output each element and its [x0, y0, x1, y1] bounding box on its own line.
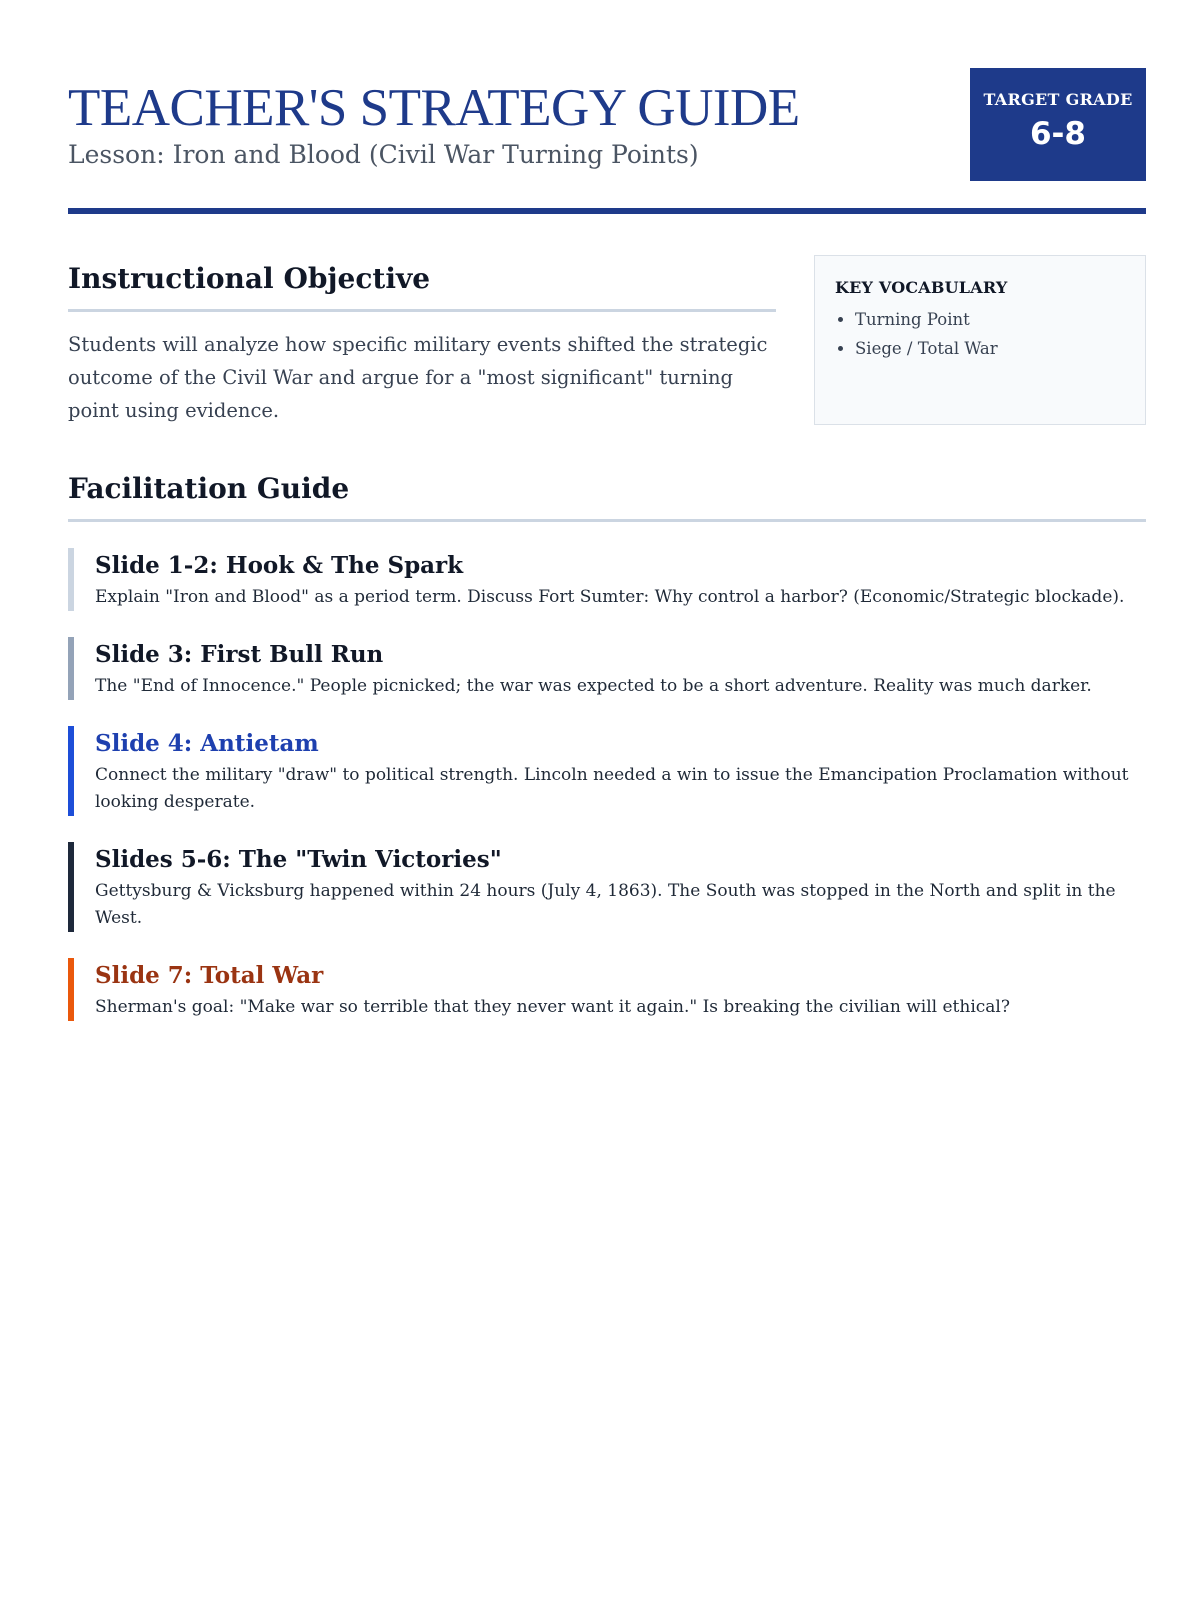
slide-item [68, 548, 1146, 611]
objective-section [68, 257, 776, 427]
slide-description: Gettysburg & Vicksburg happened within 24 hours (July 4, 1863). The South was stopped in the North and split in the West. [95, 881, 1116, 928]
slide-accent-bar [68, 726, 74, 816]
slide-accent-bar [68, 842, 74, 932]
objective-text: Students will analyze how specific military events shifted the strategic outcome of the Civil War and argue for a "most significant" turning point using evidence. [68, 333, 768, 422]
header-divider [68, 208, 1146, 214]
slide-accent-bar [68, 637, 74, 700]
facilitation-heading: Facilitation Guide [68, 467, 1146, 522]
vocabulary-item: • Turning Point [855, 305, 1125, 334]
facilitation-section [68, 467, 1146, 1047]
slide-list [68, 548, 1146, 1021]
target-grade-badge [970, 68, 1146, 181]
slide-title: Slides 5-6: The "Twin Victories" [95, 846, 502, 873]
slide-accent-bar [68, 958, 74, 1021]
vocabulary-item: • Siege / Total War [855, 334, 1125, 363]
slide-item [68, 637, 1146, 700]
slide-title: Slide 4: Antietam [95, 730, 319, 757]
slide-description: Explain "Iron and Blood" as a period term. Discuss Fort Sumter: Why control a harbor? (Economic/Strategic blockade). [95, 587, 1125, 607]
slide-description: Sherman's goal: "Make war so terrible that they never want it again." Is breaking the civilian will ethical? [95, 997, 1010, 1017]
slide-accent-bar [68, 548, 74, 611]
slide-title: Slide 7: Total War [95, 962, 324, 989]
slide-title: Slide 1-2: Hook & The Spark [95, 552, 464, 579]
lesson-subtitle: Lesson: Iron and Blood (Civil War Turning Points) [68, 140, 699, 169]
slide-title: Slide 3: First Bull Run [95, 641, 384, 668]
strategy-guide-page [68, 0, 1146, 1017]
objective-heading: Instructional Objective [68, 257, 776, 312]
key-vocabulary-box [814, 255, 1146, 425]
slide-item [68, 726, 1146, 816]
slide-description: Connect the military "draw" to political strength. Lincoln needed a win to issue the Emancipation Proclamation without looking desperate. [95, 765, 1129, 812]
slide-description: The "End of Innocence." People picnicked; the war was expected to be a short adventure. Reality was much darker. [95, 676, 1092, 696]
slide-item [68, 958, 1146, 1021]
header [68, 0, 1146, 212]
target-grade-value: 6-8 [1029, 116, 1086, 152]
document-title: TEACHER'S STRATEGY GUIDE [68, 79, 800, 137]
slide-item [68, 842, 1146, 932]
target-grade-label: TARGET GRADE [983, 90, 1133, 109]
vocabulary-list [835, 305, 1125, 363]
vocabulary-title: KEY VOCABULARY [835, 278, 1008, 297]
